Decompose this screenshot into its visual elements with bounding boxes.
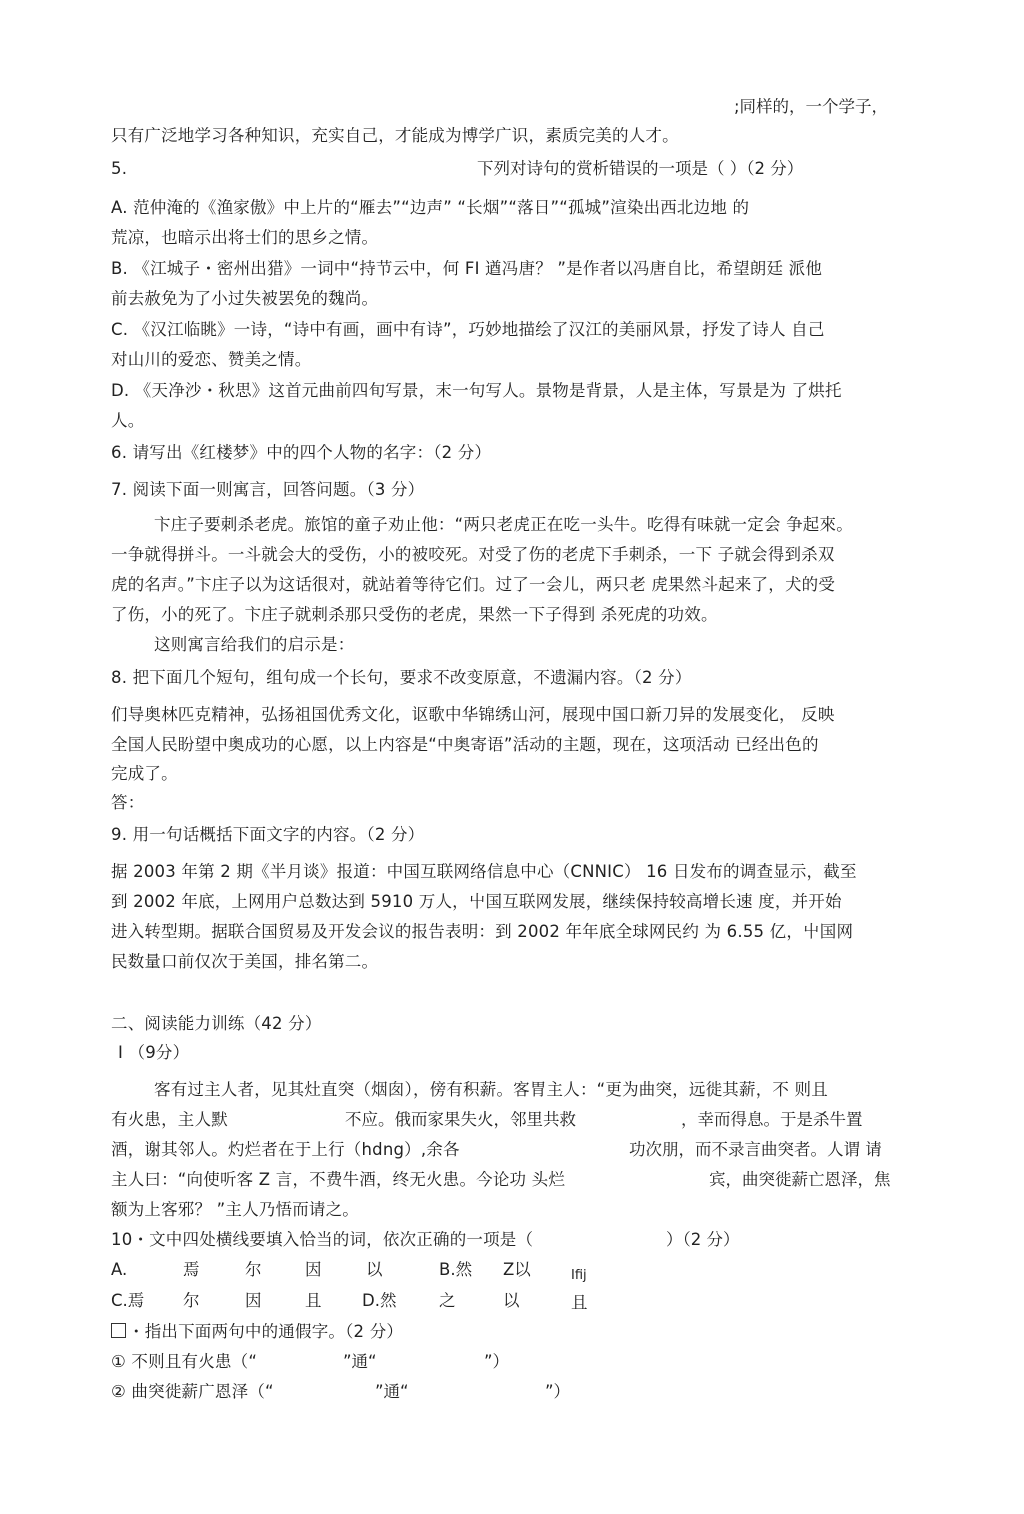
q7-passage-line2: 一争就得拼斗。一斗就会大的受伤，小的被咬死。对受了伤的老虎下手刺杀，一下 子就会得到杀双 [111, 545, 835, 564]
q7-passage-line1: 卞庄子要刺杀老虎。旅馆的童子劝止他：“两只老虎正在吃一头牛。吃得有味就一定会 争起來。 [154, 515, 853, 534]
q10-option-d-word3: 以 [503, 1291, 520, 1310]
q10-option-c-word4: 且 [305, 1291, 322, 1310]
classical-passage-line5: 额为上客邪？ ”主人乃悟而请之。 [111, 1200, 359, 1219]
q7-prompt: 这则寓言给我们的启示是： [154, 635, 355, 654]
classical-passage-line1: 客有过主人者，见其灶直突（烟囱），傍有积薪。客胃主人：“更为曲突，远徙其薪，不 则且 [154, 1080, 828, 1099]
q9-stem: 9. 用一句话概括下面文字的内容。（2 分） [111, 825, 425, 844]
q11-item2-c: ”） [545, 1382, 571, 1401]
q7-passage-line4: 了伤，小的死了。卞庄子就刺杀那只受伤的老虎，果然一下子得到 杀死虎的功效。 [111, 605, 718, 624]
q8-stem: 8. 把下面几个短句，组句成一个长句，要求不改变原意，不遗漏内容。（2 分） [111, 668, 692, 687]
classical-passage-line3a: 酒，谢其邻人。灼烂者在于上行（hdng）,余各 [111, 1140, 460, 1159]
q8-text-line1: 们导奥林匹克精神，弘扬祖国优秀文化，讴歌中华锦绣山河，展现中国口新刀异的发展变化， 反映 [111, 705, 835, 724]
classical-passage-line3b: 功次朋，而不录言曲突者。人谓 请 [629, 1140, 882, 1159]
q11-item1-b: ”通“ [343, 1352, 377, 1371]
classical-passage-line2c: ，幸而得息。于是杀牛置 [681, 1110, 863, 1129]
classical-passage-line2a: 有火患，主人默 [111, 1110, 228, 1129]
q5-option-b-line2: 前去赦免为了小过失被罢免的魏尚。 [111, 289, 379, 308]
intro-line: 只有广泛地学习各种知识，充实自己，才能成为博学广识，素质完美的人才。 [111, 126, 679, 145]
q5-option-c-line1: C. 《汉江临眺》一诗，“诗中有画，画中有诗”，巧妙地描绘了汉江的美丽风景，抒发了诗人 自己 [111, 320, 825, 339]
q11-item1-c: ”） [484, 1352, 510, 1371]
q10-stem-a: 10・文中四处横线要填入恰当的词，依次正确的一项是（ [111, 1230, 534, 1249]
q10-option-b-word2: Z以 [503, 1260, 531, 1279]
section-2-title: 二、阅读能力训练（42 分） [111, 1014, 322, 1033]
q5-option-a-line1: A. 范仲淹的《渔家傲》中上片的“雁去”“边声” “长烟”“落日”“孤城”渲染出西北边地 的 [111, 198, 750, 217]
q10-option-b-word4: Ifij [571, 1268, 587, 1283]
classical-passage-line4a: 主人曰：“向使听客 Z 言，不费牛酒，终无火患。今论功 头烂 [111, 1170, 566, 1189]
q9-text-line2: 到 2002 年底，上网用户总数达到 5910 万人，屮国互联网发展，继续保持较高增长速 度，并开始 [111, 892, 842, 911]
q10-option-b-label: B.然 [439, 1260, 473, 1279]
q7-stem: 7. 阅读下面一则寓言，回答问题。（3 分） [111, 480, 425, 499]
q10-option-c-label: C.焉 [111, 1291, 145, 1310]
classical-passage-line2b: 不应。俄而家果失火，邻里共救 [345, 1110, 576, 1129]
q10-option-a-word4: 以 [366, 1260, 383, 1279]
q5-option-c-line2: 对山川的爱恋、赞美之情。 [111, 350, 312, 369]
q9-text-line4: 民数量口前仅次于美国，排名第二。 [111, 952, 379, 971]
q10-option-c-word3: 因 [245, 1291, 262, 1310]
q8-answer-label: 答： [111, 793, 145, 812]
q9-text-line3: 进入转型期。据联合国贸易及开发会议的报告表明：到 2002 年年底全球网民约 为 6.55 亿，屮国网 [111, 922, 854, 941]
q7-passage-line3: 虎的名声。”卞庄子以为这话很对，就站着等待它们。过了一会儿，两只老 虎果然斗起来了，犬的受 [111, 575, 836, 594]
q10-option-d-label: D.然 [362, 1291, 397, 1310]
q11-item2-b: ”通“ [375, 1382, 409, 1401]
q11-stem: ・指出下面两句中的通假字。（2 分） [128, 1322, 404, 1341]
q8-text-line2: 全国人民盼望中奥成功的心愿，以上内容是“中奥寄语”活动的主题，现在，这项活动 已经出色的 [111, 735, 819, 754]
q5-option-d-line1: D. 《天净沙・秋思》这首元曲前四旬写景，末一句写人。景物是背景，人是主体，写景是为 了烘托 [111, 381, 842, 400]
q5-number: 5. [111, 159, 128, 178]
q11-stem-row [111, 1321, 403, 1343]
q10-option-a-label: A. [111, 1260, 128, 1279]
q11-item2-a: ② 曲突徙薪广恩泽（“ [111, 1382, 274, 1401]
q5-option-d-line2: 人。 [111, 411, 145, 430]
q10-option-d-word4: 且 [571, 1293, 588, 1312]
q8-text-line3: 完成了。 [111, 764, 178, 783]
section-2-subtitle: I （9分） [118, 1043, 190, 1062]
q10-option-c-word2: 尔 [183, 1291, 200, 1310]
q10-option-a-word3: 因 [305, 1260, 322, 1279]
missing-number-box [111, 1323, 126, 1338]
q10-option-a-word2: 尔 [245, 1260, 262, 1279]
q10-option-a-word1: 焉 [183, 1260, 200, 1279]
q5-option-b-line1: B. 《江城子・密州出猎》一词中“持节云中，何 FI 遒冯唐？ ”是作者以冯唐自比，希望朗廷 派他 [111, 259, 823, 278]
q9-text-line1: 据 2003 年第 2 期《半月谈》报道：中国互联网络信息中心（CNNIC） 16 日发布的调查显示，截至 [111, 862, 857, 881]
q5-stem: 下列对诗句的赏析错误的一项是（ ）（2 分） [477, 159, 804, 178]
top-fragment: ;同样的，一个学子， [734, 97, 889, 116]
classical-passage-line4b: 宾，曲突徙薪亡恩泽，焦 [709, 1170, 891, 1189]
q11-item1-a: ① 不则且有火患（“ [111, 1352, 258, 1371]
q10-stem-b: ）（2 分） [666, 1230, 740, 1249]
q5-option-a-line2: 荒凉，也暗示出将士们的思乡之情。 [111, 228, 379, 247]
q10-option-d-word2: 之 [439, 1291, 456, 1310]
q6-stem: 6. 请写出《红楼梦》中的四个人物的名字：（2 分） [111, 443, 492, 462]
